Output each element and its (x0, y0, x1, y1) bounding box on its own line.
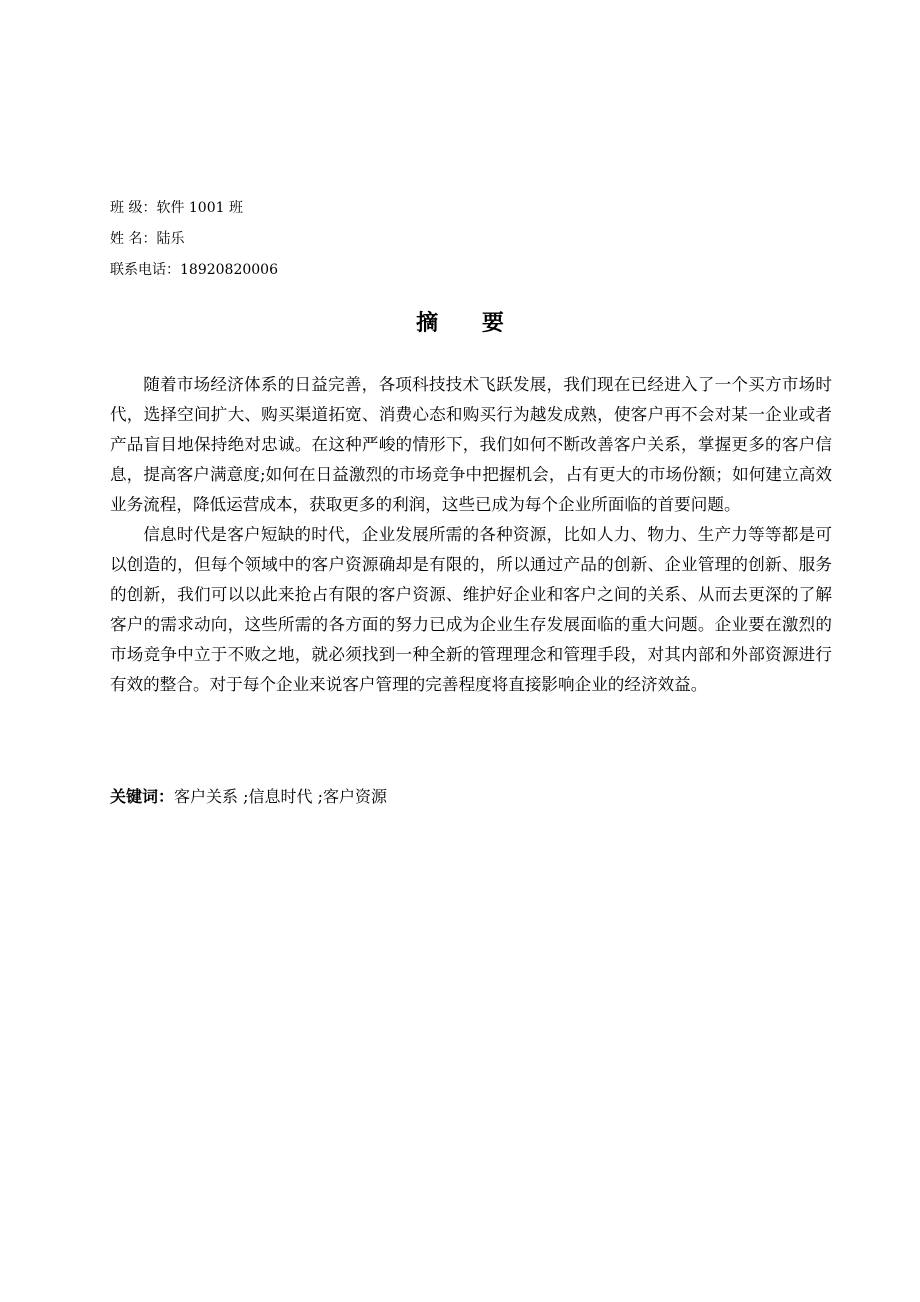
class-line: 班 级：软件 1001 班 (110, 200, 243, 216)
abstract-title: 摘 要 (416, 311, 522, 336)
name-line: 姓 名：陆乐 (110, 231, 185, 247)
keywords-line (110, 782, 387, 812)
abstract-body (110, 370, 832, 700)
abstract-paragraph-1: 随着市场经济体系的日益完善，各项科技技术飞跃发展，我们现在已经进入了一个买方市场时代，选择空间扩大、购买渠道拓宽、消费心态和购买行为越发成熟，使客户再不会对某一企业或者产品盲目地保持绝对忠诚。在这种严峻的情形下，我们如何不断改善客户关系，掌握更多的客户信息，提高客户满意度;如何在日益激烈的市场竞争中把握机会，占有更大的市场份额；如何建立高效业务流程，降低运营成本，获取更多的利润，这些已成为每个企业所面临的首要问题。 (110, 375, 832, 514)
keywords-label: 关键词： (110, 787, 175, 806)
abstract-paragraph-2: 信息时代是客户短缺的时代，企业发展所需的各种资源，比如人力、物力、生产力等等都是可以创造的，但每个领域中的客户资源确却是有限的，所以通过产品的创新、企业管理的创新、服务的创新，我们可以以此来抢占有限的客户资源、维护好企业和客户之间的关系、从而去更深的了解客户的需求动向，这些所需的各方面的努力已成为企业生存发展面临的重大问题。企业要在激烈的市场竞争中立于不败之地，就必须找到一种全新的管理理念和管理手段，对其内部和外部资源进行有效的整合。对于每个企业来说客户管理的完善程度将直接影响企业的经济效益。 (110, 525, 832, 694)
keywords-value: 客户关系 ;信息时代 ;客户资源 (174, 787, 387, 806)
phone-line: 联系电话：18920820006 (110, 262, 278, 278)
student-info (110, 193, 278, 286)
